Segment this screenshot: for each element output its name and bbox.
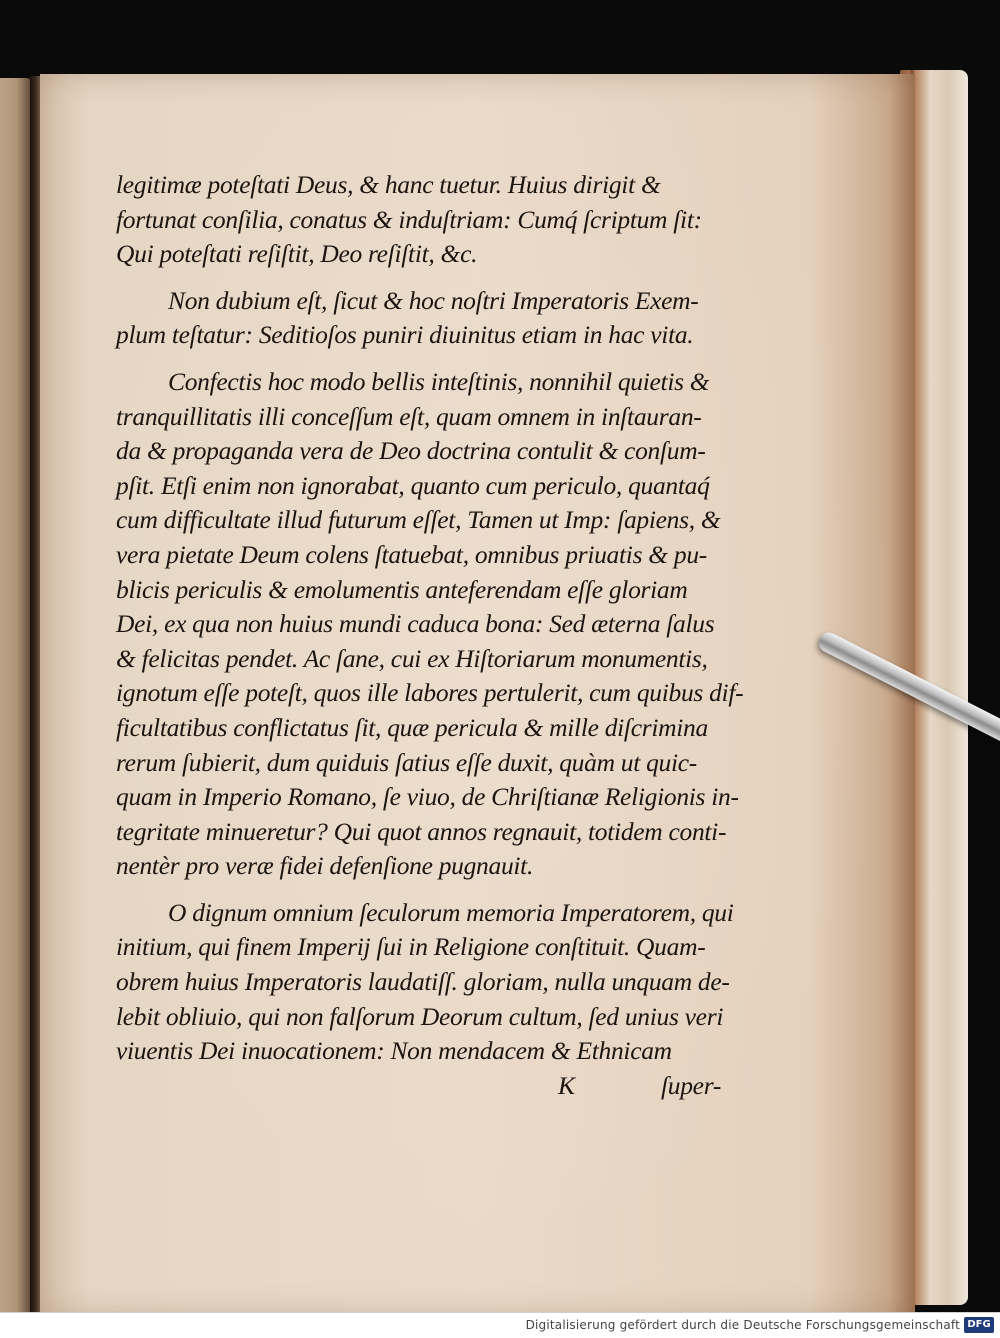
- paragraph-1: [116, 168, 816, 272]
- text-line: viuentis Dei inuocationem: Non mendacem & Ethnicam: [116, 1036, 672, 1066]
- paragraph-4: [116, 896, 816, 1069]
- text-line: vera pietate Deum colens ſtatuebat, omnibus priuatis & pu-: [116, 539, 707, 569]
- text-line: Qui poteſtati reſiſtit, Deo reſiſtit, &c.: [116, 239, 478, 269]
- text-line: tegritate minueretur? Qui quot annos regnauit, totidem conti-: [116, 816, 727, 846]
- paragraph-2: [116, 284, 816, 353]
- funding-credit: Digitalisierung gefördert durch die Deutsche Forschungsgemeinschaft: [525, 1318, 960, 1332]
- page-text: [116, 168, 816, 1103]
- catchword: ſuper-: [661, 1070, 722, 1100]
- text-line: ignotum eſſe poteſt, quos ille labores pertulerit, cum quibus dif-: [116, 678, 744, 708]
- text-line: tranquillitatis illi conceſſum eſt, quam omnem in inſtauran-: [116, 401, 702, 431]
- page-footer-row: [116, 1069, 816, 1103]
- text-line: Dei, ex qua non huius mundi caduca bona: Sed æterna ſalus: [116, 609, 715, 639]
- text-line: lebit obliuio, qui non falſorum Deorum cultum, ſed unius veri: [116, 1001, 724, 1031]
- text-line: obrem huius Imperatoris laudatiſſ. gloriam, nulla unquam de-: [116, 967, 730, 997]
- dfg-logo: DFG: [964, 1317, 994, 1333]
- text-line: pſit. Etſi enim non ignorabat, quanto cum periculo, quantaq́: [116, 470, 710, 500]
- text-line: cum difficultate illud futurum eſſet, Tamen ut Imp: ſapiens, &: [116, 505, 721, 535]
- text-line: ficultatibus conflictatus ſit, quæ pericula & mille diſcrimina: [116, 712, 708, 742]
- paragraph-3: [116, 365, 816, 884]
- text-line: Confectis hoc modo bellis inteſtinis, nonnihil quietis &: [168, 366, 710, 396]
- digitization-footer: [0, 1312, 1000, 1338]
- text-line: initium, qui finem Imperij ſui in Religione conſtituit. Quam-: [116, 932, 706, 962]
- text-line: fortunat conſilia, conatus & induſtriam: Cumq́ ſcriptum ſit:: [116, 204, 702, 234]
- text-line: rerum ſubierit, dum quiduis ſatius eſſe duxit, quàm ut quic-: [116, 747, 697, 777]
- left-page-edge: [0, 78, 32, 1312]
- signature-mark: K: [558, 1070, 575, 1100]
- printed-page: [40, 74, 915, 1312]
- text-line: blicis periculis & emolumentis anteferendam eſſe gloriam: [116, 574, 688, 604]
- text-line: plum teſtatur: Seditioſos puniri diuinitus etiam in hac vita.: [116, 320, 694, 350]
- text-line: nentèr pro veræ fidei defenſione pugnauit.: [116, 851, 534, 881]
- text-line: quam in Imperio Romano, ſe viuo, de Chriſtianæ Religionis in-: [116, 782, 739, 812]
- text-line: Non dubium eſt, ſicut & hoc noſtri Imperatoris Exem-: [168, 285, 699, 315]
- text-line: & felicitas pendet. Ac ſane, cui ex Hiſtoriarum monumentis,: [116, 643, 708, 673]
- text-line: O dignum omnium ſeculorum memoria Imperatorem, qui: [168, 897, 734, 927]
- text-line: legitimæ poteſtati Deus, & hanc tuetur. Huius dirigit &: [116, 170, 661, 199]
- text-line: da & propaganda vera de Deo doctrina contulit & conſum-: [116, 436, 706, 466]
